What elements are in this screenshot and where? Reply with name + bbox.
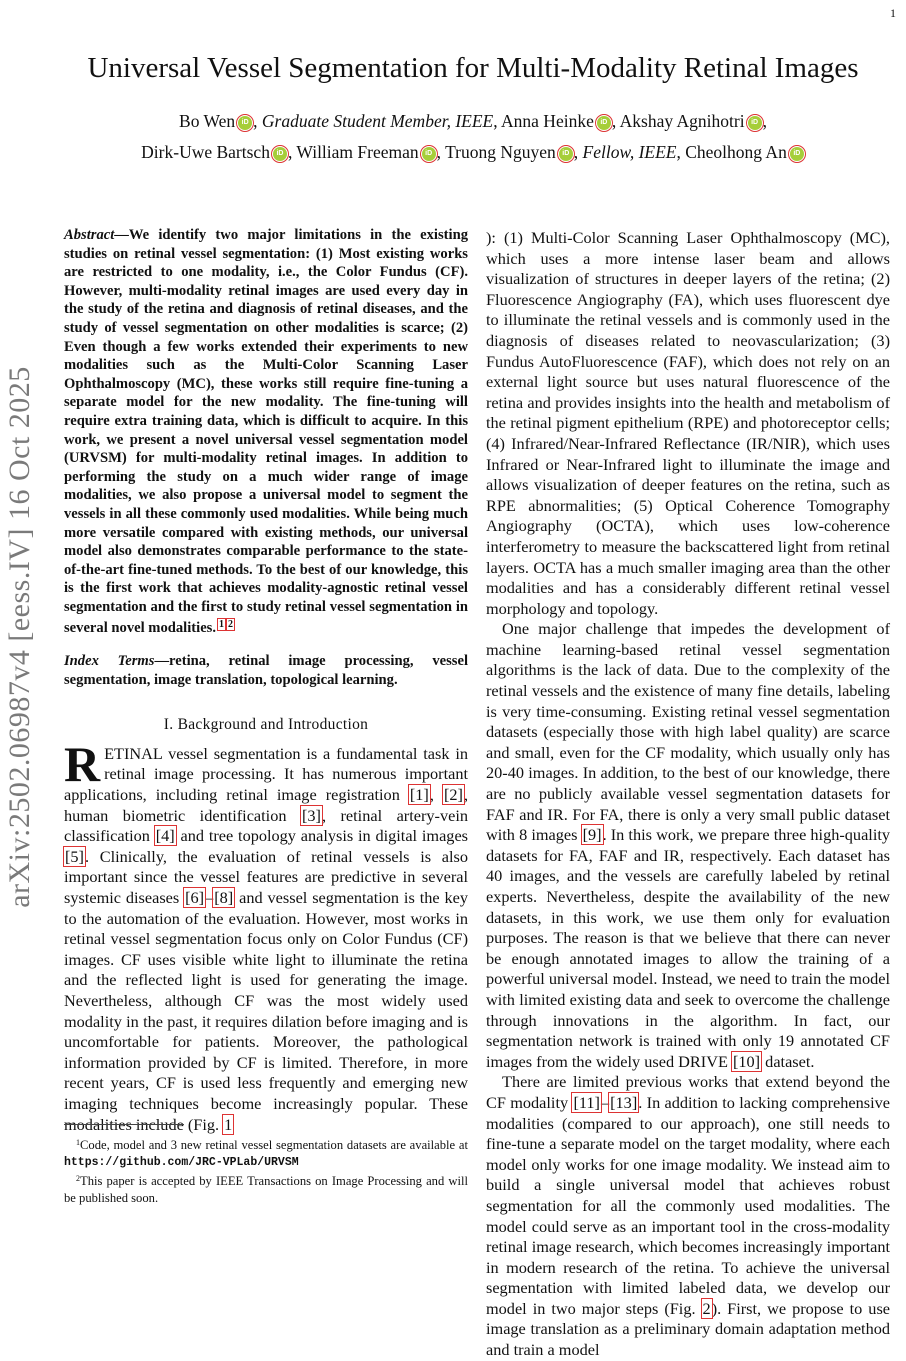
orcid-icon[interactable]: iD [597, 116, 611, 130]
author-list [40, 106, 906, 168]
paragraph-continued: ): (1) Multi-Color Scanning Laser Ophthalmoscopy (MC), which uses a more intense laser beam and allows visualization of structures in deeper layers of the retina; (2) Fluorescence Angiography (FA), which uses fluorescent dye to illuminate the retinal vessels and is commonly used in the diagnosis of diseases related to neovascularization; (3) Fundus AutoFluorescence (FAF), which does not rely on an external light source but uses natural fluorescence of the retina and provides insights into the health and metabolism of the retinal pigment epithelium (RPE) and photoreceptor cells; (4) Infrared/Near-Infrared Reflectance (IR/NIR), which uses Infrared or Near-Infrared light to illuminate the image and allows visualization of deeper features on the retina, such as RPE abnormalities; (5) Optical Coherence Tomography Angiography (OCTA), which uses low-coherence interferometry to measure the backscattered light from retinal layers. OCTA has a much smaller imaging area than the other modalities and has a considerably different retinal vessel morphology and topology. [486, 228, 890, 618]
citation-link[interactable]: [6] [185, 888, 205, 907]
author-name: Anna Heinke [501, 111, 594, 131]
author-name: Truong Nguyen [445, 142, 556, 162]
author-role: Fellow, IEEE [582, 142, 677, 162]
paragraph: RETINAL vessel segmentation is a fundamental task in retinal image processing. It has numerous important applications, including retinal image registration [1], [2], human biometric identification [3], retinal artery-vein classification [4] and tree topology analysis in digital images [5]. Clinically, the evaluation of retinal vessels is also important since the vessel features are predictive in several systemic diseases [6]–[8] and vessel segmentation is the key to the automation of the evaluation. However, most works in retinal vessel segmentation focus only on Color Fundus (CF) images. CF uses visible white light to illuminate the retina and the reflected light is used for generating the image. Nevertheless, although CF was the most widely used modality in the past, it requires dilation before imaging and is uncomfortable for patients. Moreover, the pathological information provided by CF is limited. Therefore, in more recent years, CF is used less frequently and emerging new imaging techniques become increasingly popular. These modalities include (Fig. 1 [64, 735, 469, 1134]
citation-link[interactable]: [1] [409, 785, 429, 805]
citation-link[interactable]: [3] [301, 805, 321, 825]
author-name: Akshay Agnihotri [619, 111, 745, 131]
author-name: Cheolhong An [685, 142, 787, 162]
orcid-icon[interactable]: iD [273, 147, 287, 161]
paragraph: One major challenge that impedes the development of machine learning-based retinal vessel segmentation algorithms is the lack of data. Due to the complexity of the retinal vessels and the existence of many fine details, labeling is very time-consuming. Existing retinal vessel segmentation datasets (especially those with high label quality) are scarce and small, even for the CF modality, which usually only has 20-40 images. In addition, to the best of our knowledge, there are no publicly available vessel segmentation datasets for FAF and IR. For FA, there is only a very small public dataset with 8 images [9]. In this work, we prepare three high-quality datasets for FA, FAF and IR, respectively. Each dataset has 40 images, and the vessels are carefully labeled by retinal experts. Nevertheless, despite the availability of the new datasets, in this work, we use them only for evaluation purposes. The reason is that we believe that there can never be enough annotated images to allow the training of a powerful universal model. Instead, we need to train the model with limited existing data and seek to overcome the challenge through innovations in the algorithm. In fact, our segmentation network is trained with only 19 annotated CF images from the widely used DRIVE [10] dataset. [486, 619, 891, 1071]
page-number: 1 [890, 6, 896, 20]
drop-cap: R [64, 735, 101, 792]
left-column [64, 226, 468, 1135]
paragraph: There are limited previous works that extend beyond the CF modality [11]–[13]. In addition to lacking comprehensive modalities (compared to our approach), one still needs to fine-tune a separate model on the target modality, where each model only works for one image modality. We instead aim to build a single universal model that achieves robust segmentation for all the commonly used modalities. The model could serve as an important tool in the cross-modality retinal image research, which becomes increasingly important in modern research of the retina. To achieve the universal segmentation with limited labeled data, we develop our model in two major steps (Fig. 2). First, we propose to use image translation as a preliminary domain adaptation method and train a model [486, 1072, 891, 1360]
citation-link[interactable]: [10] [732, 1051, 761, 1071]
author-role: Graduate Student Member, IEEE [261, 111, 494, 131]
paper-title: Universal Vessel Segmentation for Multi-Modality Retinal Images [87, 52, 859, 84]
author-line-1: Bo Wen iD , Graduate Student Member, IEEE, Anna Heinke iD , Akshay Agnihotri iD , [179, 111, 767, 131]
citation-link[interactable]: [13] [610, 1092, 638, 1112]
footnote-1: $^1$Code, model and 3 new retinal vessel segmentation datasets are available at https://github.com/JRC-VPLab/URVSM [64, 1138, 468, 1170]
footnote-ref[interactable]: 1 [219, 619, 224, 631]
citation-link[interactable]: [11] [573, 1092, 600, 1112]
citation-link[interactable]: [2] [443, 785, 463, 805]
citation-link[interactable]: [4] [155, 826, 175, 846]
citation-link[interactable]: [9] [582, 825, 602, 845]
index-terms: Index Terms—retina, retinal image processing, vessel segmentation, image translation, topological learning. [64, 653, 468, 688]
footnotes [64, 1130, 468, 1206]
footnote-2: $^2$This paper is accepted by IEEE Transactions on Image Processing and will be published soon. [64, 1174, 468, 1205]
footnote-ref[interactable]: 2 [228, 619, 233, 631]
figure-link[interactable]: 2 [702, 1298, 711, 1318]
repository-link[interactable]: https://github.com/JRC-VPLab/URVSM [64, 1156, 299, 1170]
abstract: Abstract—We identify two major limitations in the existing studies on retinal vessel segmentation: (1) Most existing works are restricted to one modality, i.e., the Color Fundus (CF). However, multi-modality retinal images are used every day in the study of the retina and diagnosis of retinal diseases, and the study of vessel segmentation on other modalities is scarce; (2) Even though a few works extended their experiments to new modalities such as the Multi-Color Scanning Laser Ophthalmoscopy (MC), these works still require fine-tuning a separate model for the new modality. The fine-tuning will require extra training data, which is difficult to acquire. In this work, we present a novel universal vessel segmentation model (URVSM) for multi-modality retinal images. In addition to performing the study on a much wider range of image modalities, we also propose a universal model to segment the vessels in all these commonly used modalities. While being much more versatile compared with existing methods, our universal model also demonstrates comparable performance to the state-of-the-art fine-tuned methods. To the best of our knowledge, this is the first work that achieves modality-agnostic retinal vessel segmentation and the first to study retinal vessel segmentation in several novel modalities. $^1$ $^2$ [64, 227, 468, 637]
citation-link[interactable]: [5] [65, 846, 84, 866]
right-column [486, 228, 890, 1361]
orcid-icon[interactable]: iD [422, 147, 436, 161]
arxiv-stamp: arXiv:2502.06987v4 [eess.IV] 16 Oct 2025 [3, 366, 36, 908]
orcid-icon[interactable]: iD [238, 116, 252, 130]
section-heading: I. Background and Introduction [163, 716, 369, 734]
citation-link[interactable]: [8] [214, 888, 234, 907]
author-name: Dirk-Uwe Bartsch [141, 142, 270, 162]
orcid-icon[interactable]: iD [559, 147, 573, 161]
author-name: William Freeman [296, 142, 419, 162]
author-name: Bo Wen [179, 111, 236, 131]
author-line-2: Dirk-Uwe Bartsch iD , William Freeman iD , Truong Nguyen iD , Fellow, IEEE, Cheolhong An iD [40, 137, 906, 168]
orcid-icon[interactable]: iD [748, 116, 762, 130]
figure-link[interactable]: 1 [224, 1114, 233, 1134]
orcid-icon[interactable]: iD [790, 147, 804, 161]
